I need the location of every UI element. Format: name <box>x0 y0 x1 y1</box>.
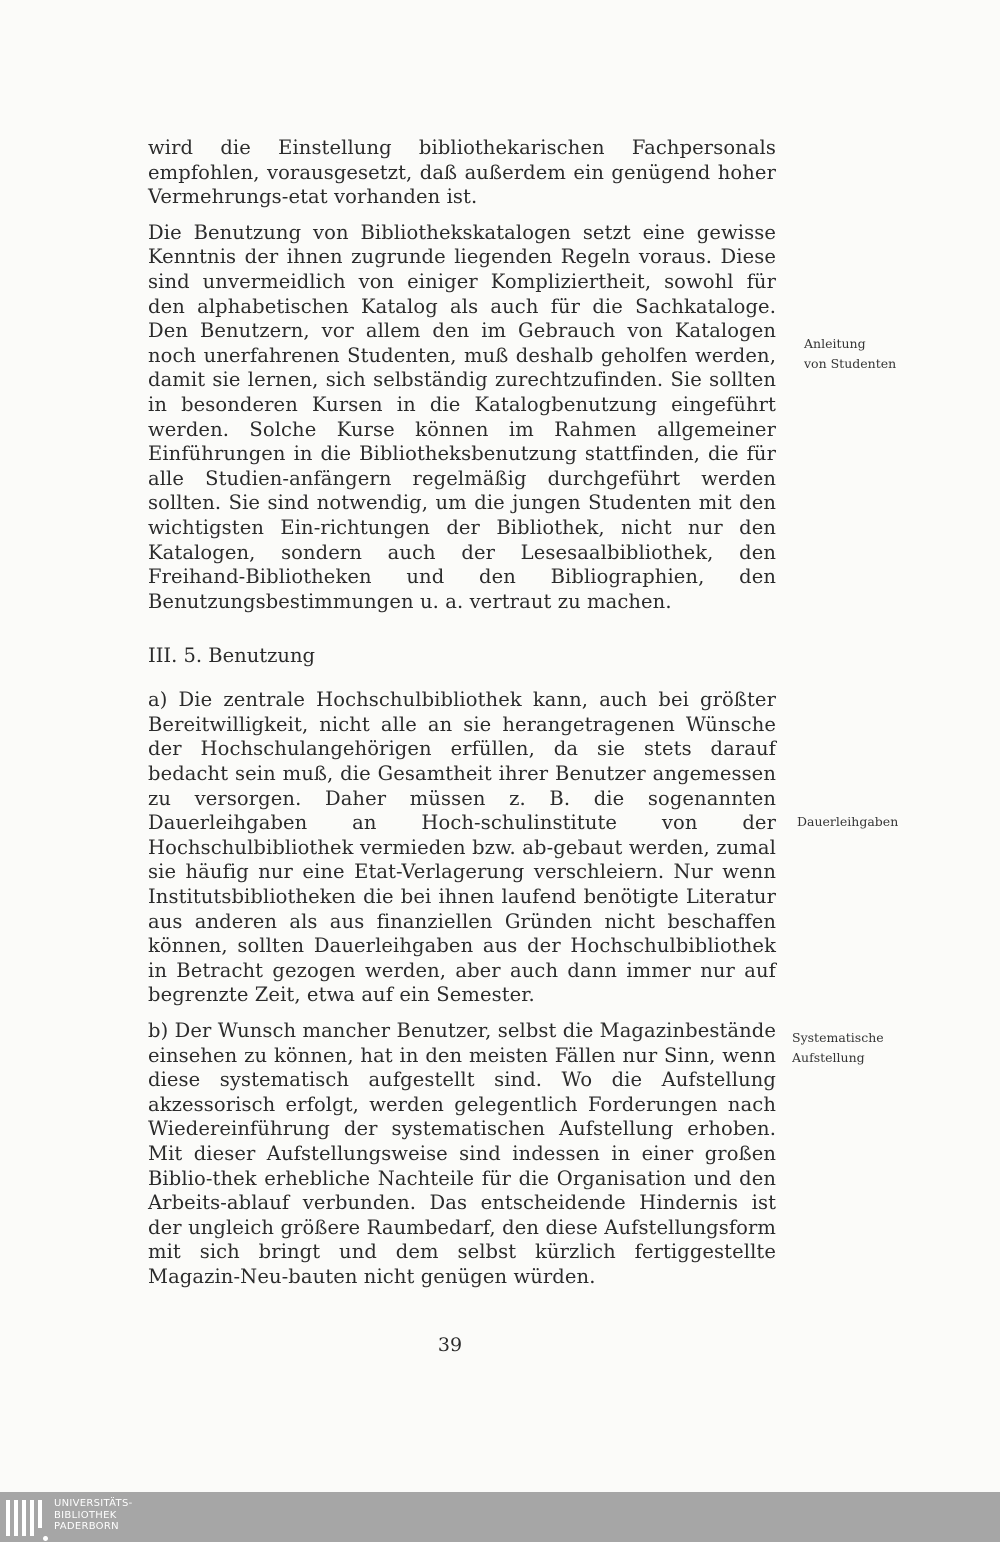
page-number: 39 <box>437 1334 463 1356</box>
marginal-note-anleitung: Anleitung von Studenten <box>804 336 897 371</box>
marginal-note-dauerleihgaben: Dauerleihgaben <box>797 814 899 829</box>
paragraph-continuation: wird die Einstellung bibliothekarischen Fachpersonals empfohlen, vorausgesetzt, daß außerdem ein genügend hoher Vermehrungs-etat vorhanden ist. <box>148 136 776 209</box>
library-name: UNIVERSITÄTS- BIBLIOTHEK PADERBORN <box>54 1498 133 1532</box>
section-heading: III. 5. Benutzung <box>148 644 316 668</box>
paragraph-katalogbenutzung: Die Benutzung von Bibliothekskatalogen setzt eine gewisse Kenntnis der ihnen zugrunde liegenden Regeln voraus. Diese sind unvermeidlich von einiger Kompliziertheit, sowohl für den alphabetischen Katalog als auch für die Sachkataloge. Den Benutzern, vor allem den im Gebrauch von Katalogen noch unerfahrenen Studenten, muß deshalb geholfen werden, damit sie lernen, sich selbständig zurechtzufinden. Sie sollten in besonderen Kursen in die Katalogbenutzung eingeführt werden. Solche Kurse können im Rahmen allgemeiner Einführungen in die Bibliotheksbenutzung stattfinden, die für alle Studien-anfängern regelmäßig durchgeführt werden sollten. Sie sind notwendig, um die jungen Studenten mit den wichtigsten Ein-richtungen der Bibliothek, nicht nur den Katalogen, sondern auch der Lesesaalbibliothek, den Freihand-Bibliotheken und den Bibliographien, den Benutzungsbestimmungen u. a. vertraut zu machen. <box>148 220 776 613</box>
main-text-column <box>148 136 776 1301</box>
library-footer-bar <box>0 1492 1000 1542</box>
paragraph-a-dauerleihgaben: a) Die zentrale Hochschulbibliothek kann, auch bei größter Bereitwilligkeit, nicht alle an sie herangetragenen Wünsche der Hochschulangehörigen erfüllen, da sie stets darauf bedacht sein muß, die Gesamtheit ihrer Benutzer angemessen zu versorgen. Daher müssen z. B. die sogenannten Dauerleihgaben an Hoch-schulinstitute von der Hochschulbibliothek vermieden bzw. ab-gebaut werden, zumal sie häufig nur eine Etat-Verlagerung verschleiern. Nur wenn Institutsbibliotheken die bei ihnen laufend benötigte Literatur aus anderen als aus finanziellen Gründen nicht beschaffen können, sollten Dauerleihgaben aus der Hochschulbibliothek in Betracht gezogen werden, aber auch dann immer nur auf begrenzte Zeit, etwa auf ein Semester. <box>148 688 776 1007</box>
library-logo-icon <box>6 1500 48 1536</box>
marginal-note-systematische-aufstellung: Systematische Aufstellung <box>792 1030 884 1065</box>
paragraph-b-aufstellung: b) Der Wunsch mancher Benutzer, selbst die Magazinbestände einsehen zu können, hat in den meisten Fällen nur Sinn, wenn diese systematisch aufgestellt sind. Wo die Aufstellung akzessorisch erfolgt, werden gelegentlich Forderungen nach Wiedereinführung der systematischen Aufstellung erhoben. Mit dieser Aufstellungsweise sind indessen in einer großen Biblio-thek erhebliche Nachteile für die Organisation und den Arbeits-ablauf verbunden. Das entscheidende Hindernis ist der ungleich größere Raumbedarf, den diese Aufstellungsform mit sich bringt und dem selbst kürzlich fertiggestellte Magazin-Neu-bauten nicht genügen würden. <box>148 1019 776 1288</box>
